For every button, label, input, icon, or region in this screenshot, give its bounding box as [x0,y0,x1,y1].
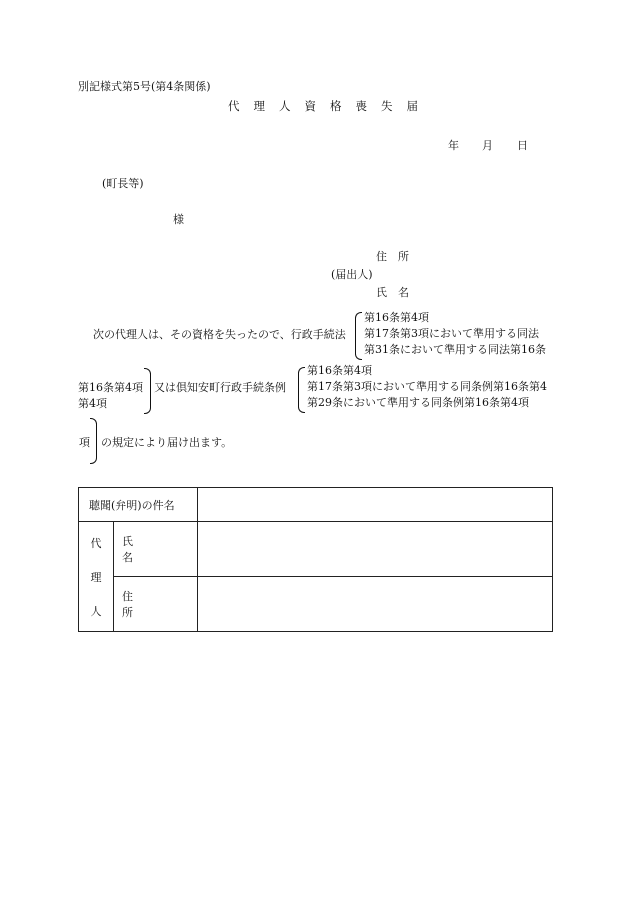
date-month: 月 [482,139,493,152]
line3-suffix: の規定により届け出ます。 [101,436,233,449]
agent-char: 理 [90,570,102,584]
law-option: 第31条において準用する同法第16条 [364,343,546,356]
law-option: 第16条第4項 [364,311,429,324]
agent-label [79,522,114,632]
agent-char: 代 [90,536,102,550]
hearing-label: 聴聞(弁明)の件名 [79,488,198,522]
law-option: 第17条第3項において準用する同法 [364,327,539,340]
agent-address-field[interactable] [198,577,553,632]
agent-name-field[interactable] [198,522,553,577]
table-row [79,488,553,522]
agent-char: 人 [90,604,102,618]
hearing-subject-field[interactable] [198,488,553,522]
applicant-address-label: 住 所 [376,250,409,263]
date-day: 日 [517,139,528,152]
agent-name-label: 氏名 [114,522,198,577]
applicant-name-label: 氏 名 [376,286,409,299]
ordinance-option: 第16条第4項 [307,364,372,377]
date-year: 年 [448,139,459,152]
ordinance-option: 第17条第3項において準用する同条例第16条第4 [307,380,547,393]
addressee-office: (町長等) [102,177,144,190]
ordinance-option: 第29条において準用する同条例第16条第4項 [307,396,529,409]
agent-info-table [78,487,553,632]
form-title: 代理人資格喪失届 [228,99,432,113]
agent-address-label: 住所 [114,577,198,632]
table-row [79,577,553,632]
line3-brace [90,418,97,464]
ordinance-brace [298,367,305,413]
line2-mid: 又は倶知安町行政手続条例 [154,381,286,394]
form-number: 別記様式第5号(第4条関係) [78,80,211,93]
line2-left-brace [144,368,151,414]
applicant-role-label: (届出人) [331,268,373,281]
line3-left: 項 [79,436,90,449]
body-line1-prefix: 次の代理人は、その資格を失ったので、行政手続法 [93,328,346,341]
addressee-honorific: 様 [173,213,184,226]
line2-left: 第4項 [78,397,107,410]
line2-left: 第16条第4項 [78,381,143,394]
table-row [79,522,553,577]
law-brace [355,312,362,360]
